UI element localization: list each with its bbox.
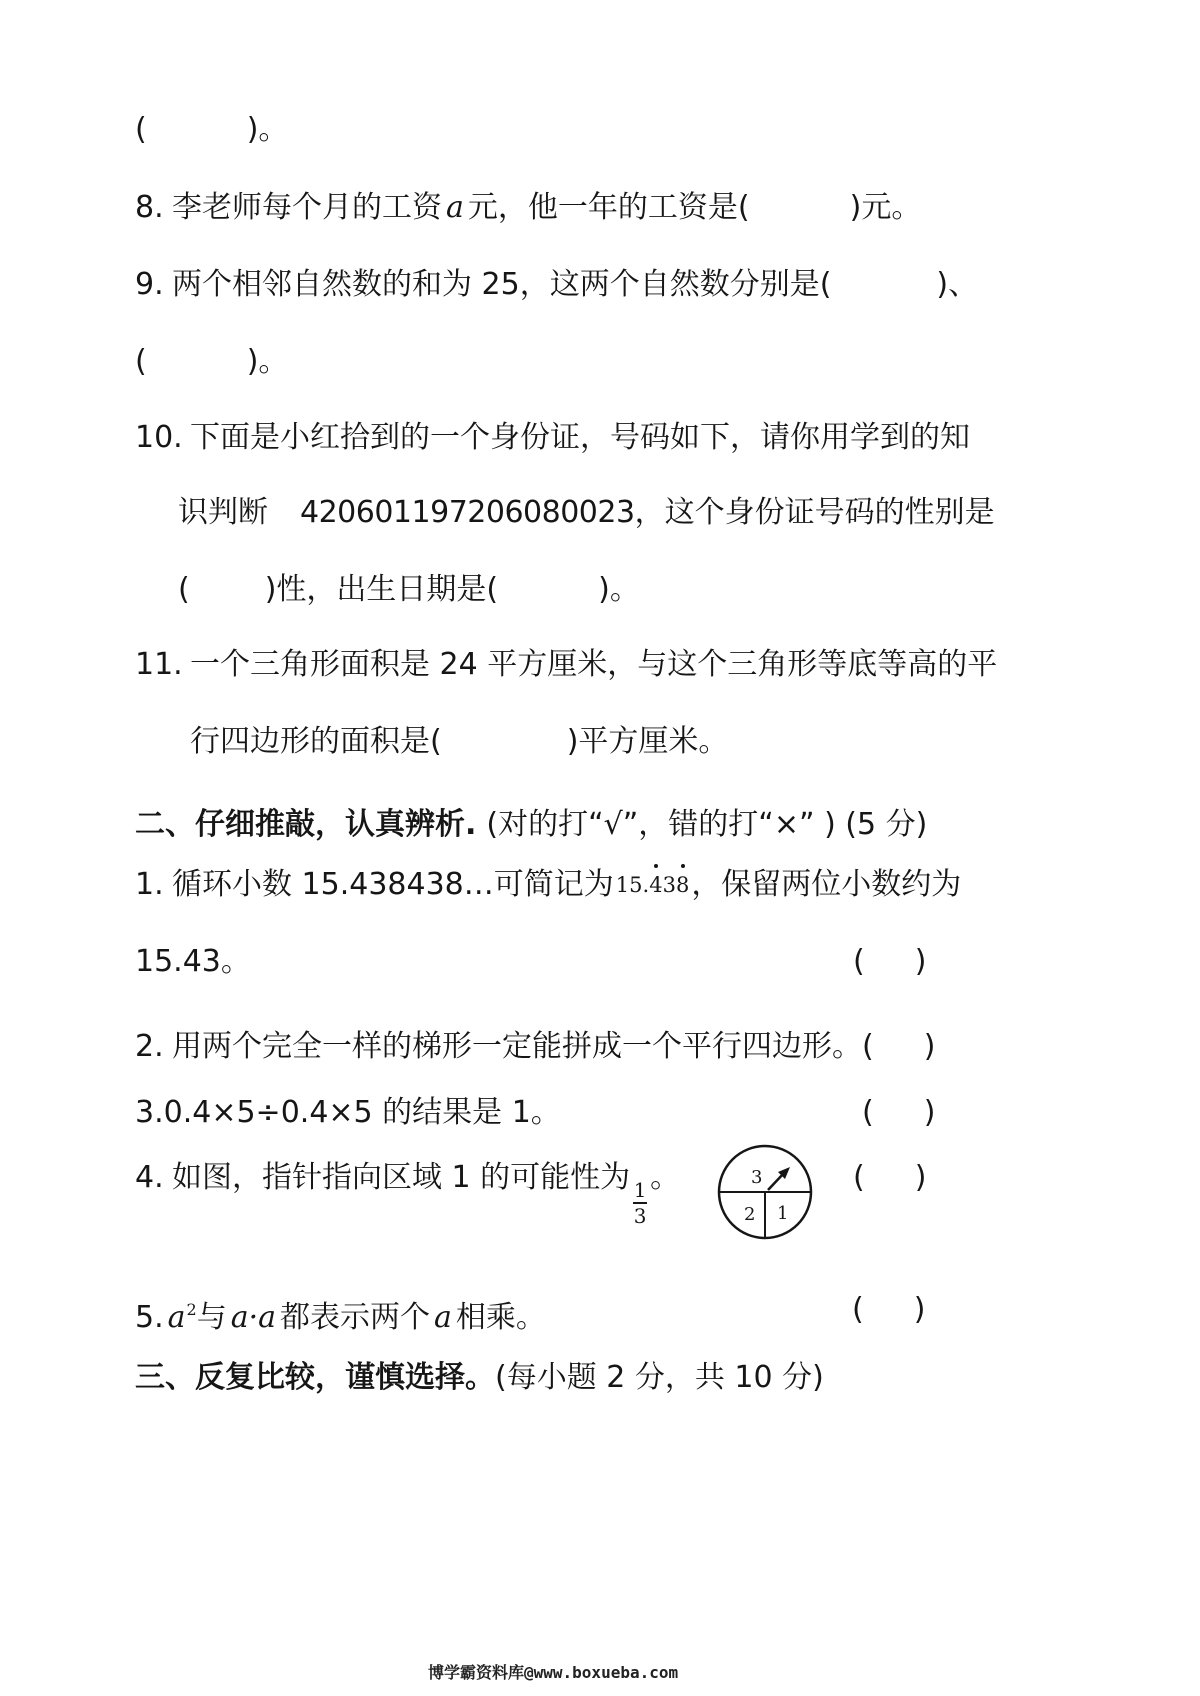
paren-open: (: [853, 1160, 865, 1195]
region-label-3: 3: [751, 1167, 763, 1188]
section-2-heading: [135, 807, 927, 843]
paren-open: (: [862, 1095, 874, 1130]
variable-product: a·a: [230, 1300, 277, 1335]
rep-digit-dotted: 8: [676, 867, 689, 903]
question-text: ，保留两位小数约为: [691, 867, 962, 902]
question-number: 3.: [135, 1095, 164, 1130]
section-instruction: (对的打“√”，错的打“×” ) (5 分): [486, 807, 928, 842]
question-11: [135, 647, 997, 683]
question-text: 如图，指针指向区域 1 的可能性为: [172, 1160, 631, 1195]
question-text: 用两个完全一样的梯形一定能拼成一个平行四边形。: [172, 1029, 862, 1064]
question-number: 9.: [135, 267, 164, 302]
question-number: 8.: [135, 190, 164, 225]
question-8: [135, 190, 921, 226]
paren-open: (: [853, 944, 865, 979]
region-label-2: 2: [744, 1204, 756, 1225]
question-text: )、: [936, 267, 979, 302]
paren-open: (: [135, 112, 147, 147]
question-text: 与: [196, 1300, 227, 1335]
question-text: 。: [650, 1160, 681, 1195]
question-number: 1.: [135, 867, 164, 902]
question-text: 0.4×5÷0.4×5 的结果是 1。: [163, 1095, 561, 1130]
question-text: )平方厘米。: [566, 724, 729, 759]
question-number: 11.: [135, 647, 183, 682]
rep-digit: 3: [662, 873, 676, 897]
judge-item-1: [135, 867, 961, 903]
judge-item-5: [135, 1292, 546, 1336]
question-text: 下面是小红拾到的一个身份证，号码如下，请你用学到的知: [190, 420, 970, 455]
question-text: 元，他一年的工资是(: [467, 190, 750, 225]
question-10-line-2: [178, 495, 995, 531]
fraction-numerator: 1: [633, 1178, 647, 1202]
paren-open: (: [178, 572, 190, 607]
question-number: 10.: [135, 420, 183, 455]
section-title: 二、仔细推敲，认真辨析.: [135, 807, 477, 842]
footer-watermark: 博学霸资料库@www.boxueba.com: [428, 1663, 679, 1682]
fraction: [633, 1179, 647, 1227]
paren-close: )。: [598, 572, 640, 607]
question-text: )性，出生日期是(: [264, 572, 499, 607]
judge-item-1-line-2: [135, 944, 251, 980]
section-instruction: (每小题 2 分，共 10 分): [495, 1360, 824, 1395]
question-number: 2.: [135, 1029, 164, 1064]
paren-close: ): [914, 944, 927, 979]
question-text: 循环小数 15.438438…可简记为: [172, 867, 614, 902]
question-text: )元。: [849, 190, 922, 225]
paren-close: )。: [246, 112, 289, 147]
question-text: 都表示两个: [280, 1300, 431, 1335]
paren-close: )。: [246, 344, 289, 379]
question-text: ，这个身份证号码的性别是: [634, 495, 995, 530]
exponent: 2: [186, 1300, 197, 1319]
paren-close: ): [913, 1292, 926, 1327]
variable: a: [446, 190, 464, 225]
question-text: 一个三角形面积是 24 平方厘米，与这个三角形等底等高的平: [190, 647, 998, 682]
section-title: 三、反复比较，谨慎选择。: [135, 1360, 495, 1395]
paren-close: ): [923, 1029, 936, 1064]
question-text: 相乘。: [455, 1300, 546, 1335]
judge-item-2: [135, 1029, 862, 1065]
section-3-heading: [135, 1360, 824, 1396]
paren-open: (: [852, 1292, 864, 1327]
paren-open: (: [135, 344, 147, 379]
spinner-diagram: [716, 1143, 814, 1241]
rep-integer: 15.: [615, 873, 650, 897]
rep-digit-dotted: 4: [649, 867, 662, 903]
question-10-line-3: [178, 572, 640, 608]
judge-bracket: [862, 1095, 935, 1131]
question-10: [135, 420, 970, 456]
question-number: 5.: [135, 1300, 164, 1335]
question-text: 李老师每个月的工资: [172, 190, 442, 225]
judge-bracket: [862, 1029, 935, 1065]
judge-item-3: [135, 1095, 561, 1131]
judge-bracket: [853, 944, 926, 980]
id-number: 420601197206080023: [300, 495, 635, 530]
judge-item-4: [135, 1160, 680, 1227]
question-text: 识判断: [178, 495, 268, 530]
paren-close: ): [923, 1095, 936, 1130]
variable: a: [167, 1300, 186, 1335]
question-number: 4.: [135, 1160, 164, 1195]
region-label-1: 1: [777, 1203, 789, 1224]
question-11-line-2: [190, 724, 728, 760]
question-text: 15.43。: [135, 944, 251, 979]
question-9-line-2: [135, 344, 288, 380]
question-9: [135, 267, 978, 303]
paren-open: (: [862, 1029, 874, 1064]
fraction-denominator: 3: [633, 1203, 647, 1228]
judge-bracket: [853, 1160, 926, 1196]
repeating-decimal-notation: [616, 867, 690, 903]
variable: a: [434, 1300, 452, 1335]
paren-close: ): [914, 1160, 927, 1195]
question-text: 行四边形的面积是(: [190, 724, 442, 759]
q7-answer-line: [135, 112, 288, 148]
judge-bracket: [852, 1292, 925, 1328]
question-text: 两个相邻自然数的和为 25，这两个自然数分别是(: [172, 267, 832, 302]
